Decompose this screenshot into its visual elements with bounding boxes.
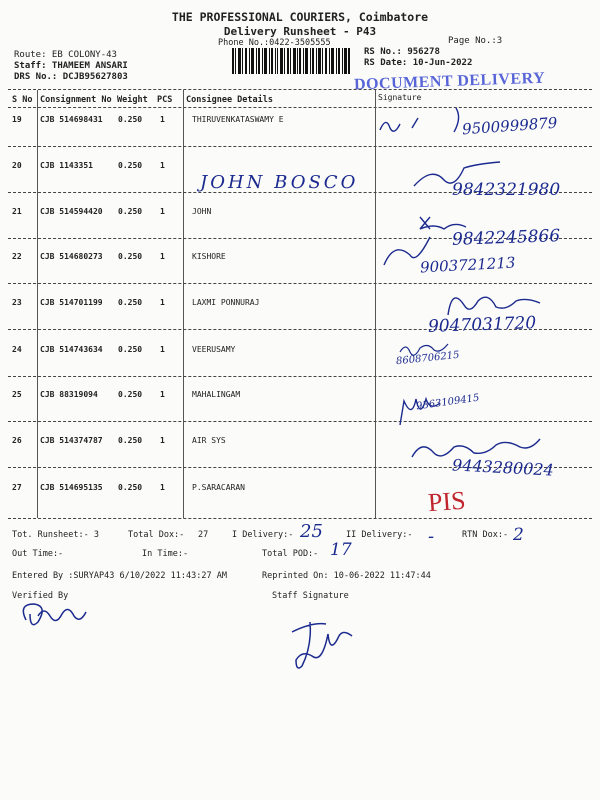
signature-scribble <box>394 395 454 430</box>
row-consignee: AIR SYS <box>192 436 226 445</box>
row-sno: 21 <box>12 207 22 216</box>
document-delivery-stamp: DOCUMENT DELIVERY <box>353 69 546 94</box>
signature-scribble <box>440 285 550 320</box>
page-number: Page No.:3 <box>448 36 503 46</box>
staff-signature <box>288 612 378 672</box>
row-sno: 22 <box>12 252 22 261</box>
col-pcs: PCS <box>157 95 173 105</box>
in-time: In Time:- <box>142 549 189 559</box>
row-consignee: MAHALINGAM <box>192 390 241 399</box>
row-sno: 23 <box>12 298 22 307</box>
row-pcs: 1 <box>160 345 165 354</box>
row-weight: 0.250 <box>118 390 143 399</box>
row-weight: 0.250 <box>118 345 143 354</box>
col-signature: Signature <box>378 93 422 102</box>
row-consignment: CJB 514374787 <box>40 436 103 445</box>
phone-number: Phone No.:0422-3505555 <box>218 38 331 48</box>
row-consignment: CJB 514695135 <box>40 483 103 492</box>
row-consignment: CJB 514701199 <box>40 298 103 307</box>
staff-name: Staff: THAMEEM ANSARI <box>14 61 128 71</box>
reprinted-on: Reprinted On: 10-06-2022 11:47:44 <box>262 571 431 581</box>
barcode <box>232 48 350 74</box>
i-delivery-value: 25 <box>300 521 323 542</box>
row-divider <box>8 421 592 422</box>
row-consignment: CJB 1143351 <box>40 161 93 170</box>
col-sno: S No <box>12 95 33 105</box>
divider <box>8 518 592 519</box>
row-consignee: THIRUVENKATASWAMY E <box>192 115 284 124</box>
row-weight: 0.250 <box>118 298 143 307</box>
row-sno: 27 <box>12 483 22 492</box>
row-pcs: 1 <box>160 252 165 261</box>
company-title: THE PROFESSIONAL COURIERS, Coimbatore <box>171 10 429 24</box>
row-consignment: CJB 514680273 <box>40 252 103 261</box>
row-sno: 25 <box>12 390 22 399</box>
signature-scribble <box>372 100 492 140</box>
handwritten-phone: 9500999879 <box>461 113 558 139</box>
verified-by: Verified By <box>12 591 69 601</box>
col-consignment: Consignment No <box>40 95 112 105</box>
total-dox-value: 27 <box>198 530 209 540</box>
drs-number: DRS No.: DCJB95627803 <box>14 72 128 82</box>
total-pod-label: Total POD:- <box>262 549 319 559</box>
col-weight: Weight <box>117 95 148 105</box>
total-pod-value: 17 <box>330 540 352 560</box>
column-divider <box>183 90 184 518</box>
row-weight: 0.250 <box>118 436 143 445</box>
row-pcs: 1 <box>160 115 165 124</box>
row-consignment: CJB 514698431 <box>40 115 103 124</box>
runsheet-title: Delivery Runsheet - P43 <box>223 25 377 38</box>
tot-runsheet: Tot. Runsheet:- 3 <box>12 530 99 540</box>
rtn-dox-value: 2 <box>513 525 524 545</box>
handwritten-phone: 9443280024 <box>451 455 555 480</box>
handwritten-phone: 8608706215 <box>395 349 461 368</box>
verified-signature <box>16 596 96 632</box>
row-divider <box>8 146 592 147</box>
divider <box>8 89 592 90</box>
row-weight: 0.250 <box>118 252 143 261</box>
row-pcs: 1 <box>160 207 165 216</box>
handwritten-phone: 9003721213 <box>419 253 516 277</box>
row-sno: 26 <box>12 436 22 445</box>
row-pcs: 1 <box>160 298 165 307</box>
row-weight: 0.250 <box>118 483 143 492</box>
column-divider <box>375 90 376 518</box>
row-pcs: 1 <box>160 161 165 170</box>
row-consignee: P.SARACARAN <box>192 483 245 492</box>
rtn-dox-label: RTN Dox:- <box>462 530 509 540</box>
i-delivery-label: I Delivery:- <box>232 530 294 540</box>
signature-scribble <box>410 160 510 190</box>
route: Route: EB COLONY-43 <box>14 50 117 60</box>
row-pcs: 1 <box>160 390 165 399</box>
row-consignment: CJB 514743634 <box>40 345 103 354</box>
handwritten-phone: 9047031720 <box>427 313 537 337</box>
ii-delivery-label: II Delivery:- <box>346 530 413 540</box>
row-divider <box>8 283 592 284</box>
handwritten-phone: 9842245866 <box>451 226 561 250</box>
row-sno: 24 <box>12 345 22 354</box>
signature-scribble <box>380 205 500 275</box>
row-consignee: LAXMI PONNURAJ <box>192 298 260 307</box>
row-consignee: KISHORE <box>192 252 226 261</box>
entered-by: Entered By :SURYAP43 6/10/2022 11:43:27 AM <box>12 571 227 581</box>
row-weight: 0.250 <box>118 161 143 170</box>
row-pcs: 1 <box>160 483 165 492</box>
signature-scribble <box>408 435 548 465</box>
ii-delivery-value: - <box>428 526 435 547</box>
col-consignee: Consignee Details <box>186 95 273 105</box>
rs-date: RS Date: 10-Jun-2022 <box>364 58 473 68</box>
row-weight: 0.250 <box>118 115 143 124</box>
row-sno: 20 <box>12 161 22 170</box>
staff-signature-label: Staff Signature <box>272 591 349 601</box>
row-consignment: CJB 88319094 <box>40 390 98 399</box>
row-consignment: CJB 514594420 <box>40 207 103 216</box>
handwritten-pis: PIS <box>426 485 467 518</box>
handwritten-name: JOHN BOSCO <box>200 172 359 193</box>
row-consignee: VEERUSAMY <box>192 345 236 354</box>
row-pcs: 1 <box>160 436 165 445</box>
divider <box>8 107 592 108</box>
out-time: Out Time:- <box>12 549 64 559</box>
row-sno: 19 <box>12 115 22 124</box>
rs-number: RS No.: 956278 <box>364 47 440 57</box>
handwritten-phone: 9842321980 <box>452 180 561 200</box>
row-weight: 0.250 <box>118 207 143 216</box>
column-divider <box>37 90 38 518</box>
row-divider <box>8 376 592 377</box>
row-consignee: JOHN <box>192 207 212 216</box>
handwritten-phone: 9363109415 <box>415 392 481 413</box>
signature-scribble <box>396 340 476 360</box>
total-dox-label: Total Dox:- <box>128 530 185 540</box>
